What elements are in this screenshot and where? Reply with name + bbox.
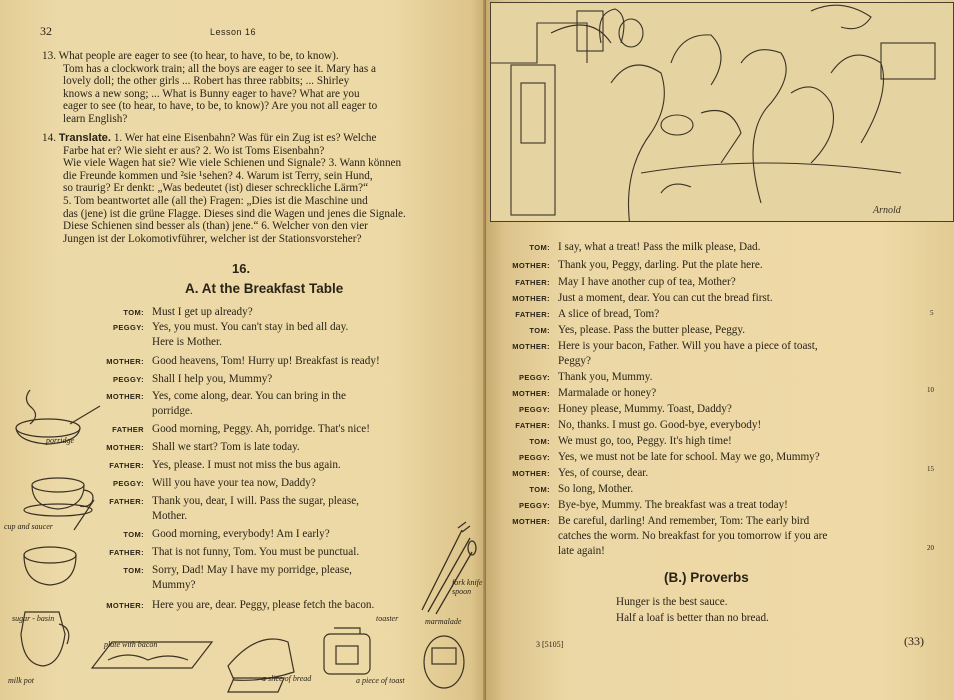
line-text: We must go, too, Peggy. It's high time! bbox=[558, 435, 732, 447]
dialogue-line bbox=[506, 291, 904, 306]
line-text: No, thanks. I must go. Good-bye, everybody! bbox=[558, 419, 762, 431]
dialogue-line bbox=[100, 598, 424, 613]
margin-line-number: 10 bbox=[927, 386, 934, 394]
exercise-13-line: eager to see (to hear, to have, to be, to know)? Are you not all eager to bbox=[63, 100, 378, 113]
line-text: Here is Mother. bbox=[152, 336, 222, 348]
speaker: TOM: bbox=[529, 243, 550, 252]
breakfast-illustration bbox=[490, 2, 954, 222]
exercise-14-line: so traurig? Er denkt: „Was bedeutet (ist) dieser schreckliche Lärm?“ bbox=[63, 182, 369, 195]
dialogue-line bbox=[506, 450, 904, 465]
dialogue-line bbox=[100, 422, 424, 437]
caption-marmalade: marmalade bbox=[425, 617, 462, 626]
dialogue-line bbox=[506, 466, 904, 481]
dialogue-line bbox=[100, 545, 424, 560]
line-text: That is not funny, Tom. You must be punctual. bbox=[152, 546, 360, 558]
caption-plate: plate with bacon bbox=[104, 640, 158, 649]
exercise-13-line: lovely doll; the other girls ... Robert has three rabbits; ... Shirley bbox=[63, 75, 350, 88]
caption-cup: cup and saucer bbox=[4, 522, 53, 531]
dialogue-line bbox=[506, 498, 904, 513]
speaker: MOTHER: bbox=[512, 389, 550, 398]
dialogue-line bbox=[100, 320, 424, 350]
speaker: MOTHER: bbox=[512, 261, 550, 270]
dialogue-line bbox=[506, 370, 904, 385]
speaker: FATHER: bbox=[109, 461, 144, 470]
proverb: Half a loaf is better than no bread. bbox=[616, 612, 769, 624]
exercise-13-line: Tom has a clockwork train; all the boys are eager to see it. Mary has a bbox=[63, 62, 376, 75]
speaker: MOTHER: bbox=[512, 517, 550, 526]
dialogue-line bbox=[100, 440, 424, 455]
line-text: Good heavens, Tom! Hurry up! Breakfast is ready! bbox=[152, 355, 380, 367]
dialogue-line bbox=[100, 354, 424, 369]
line-text: Thank you, dear, I will. Pass the sugar, please, bbox=[152, 495, 359, 507]
line-text: May I have another cup of tea, Mother? bbox=[558, 276, 736, 288]
dialogue-line bbox=[100, 372, 424, 387]
line-text: A slice of bread, Tom? bbox=[558, 308, 660, 320]
line-text: Be careful, darling! And remember, Tom: The early bird bbox=[558, 515, 810, 527]
speaker: MOTHER: bbox=[106, 392, 144, 401]
proverb: Hunger is the best sauce. bbox=[616, 596, 728, 608]
speaker: TOM: bbox=[529, 326, 550, 335]
speaker: MOTHER: bbox=[512, 294, 550, 303]
speaker: MOTHER: bbox=[106, 443, 144, 452]
speaker: MOTHER: bbox=[106, 357, 144, 366]
line-text: Yes, we must not be late for school. May we go, Mummy? bbox=[558, 451, 820, 463]
exercise-14-line: Jungen ist der Lokomotivführer, welcher ist der Stationsvorsteher? bbox=[63, 232, 362, 245]
dialogue-line bbox=[100, 527, 424, 542]
tableware-sketch bbox=[88, 618, 468, 700]
exercise-13-line: knows a new song; ... What is Bunny eager to have? What are you bbox=[63, 87, 360, 100]
cutlery-sketch bbox=[414, 520, 480, 616]
speaker: PEGGY: bbox=[112, 323, 144, 332]
exercise-14-line: 5. Tom beantwortet alle (all the) Fragen: „Dies ist die Maschine und bbox=[63, 194, 368, 207]
exercise-14-line: Diese Schienen sind besser als (than) jene.“ 6. Welcher von den vier bbox=[63, 220, 368, 233]
exercise-13-line: learn English? bbox=[63, 112, 128, 125]
right-page bbox=[486, 0, 954, 700]
exercise-14 bbox=[42, 132, 432, 245]
exercise-14-label: Translate. bbox=[58, 132, 112, 144]
caption-toast: a piece of toast bbox=[356, 676, 405, 685]
margin-line-number: 15 bbox=[927, 465, 934, 473]
dialogue-line bbox=[100, 494, 424, 524]
dialogue-line bbox=[506, 514, 904, 559]
exercise-14-line: Wie viele Wagen hat sie? Wie viele Schienen und Signale? 3. Wann können bbox=[63, 157, 402, 170]
line-text: Sorry, Dad! May I have my porridge, please, bbox=[152, 564, 352, 576]
dialogue-line bbox=[506, 482, 904, 497]
line-text: Here is your bacon, Father. Will you have a piece of toast, bbox=[558, 340, 818, 352]
dialogue-line bbox=[506, 402, 904, 417]
exercise-13 bbox=[42, 50, 432, 126]
dialogue-line bbox=[506, 275, 904, 290]
speaker: PEGGY: bbox=[112, 375, 144, 384]
caption-milk: milk pot bbox=[8, 676, 34, 685]
line-text: Thank you, Mummy. bbox=[558, 371, 653, 383]
speaker: PEGGY: bbox=[112, 479, 144, 488]
dialogue-line bbox=[506, 339, 904, 369]
speaker: FATHER: bbox=[515, 421, 550, 430]
line-text: Must I get up already? bbox=[152, 306, 253, 318]
line-text: late again! bbox=[558, 545, 605, 557]
caption-sugar: sugar - basin bbox=[12, 614, 55, 623]
line-text: I say, what a treat! Pass the milk please, Dad. bbox=[558, 241, 761, 253]
dialogue-line bbox=[100, 305, 424, 320]
line-text: Here you are, dear. Peggy, please fetch the bacon. bbox=[152, 599, 375, 611]
speaker: FATHER: bbox=[515, 310, 550, 319]
speaker: PEGGY: bbox=[518, 501, 550, 510]
dialogue-line bbox=[506, 386, 904, 401]
line-text: Mummy? bbox=[152, 579, 196, 591]
line-text: Yes, please. I must not miss the bus again. bbox=[152, 459, 341, 471]
line-text: catches the worm. No breakfast for you tomorrow if you are bbox=[558, 530, 828, 542]
dialogue-line bbox=[506, 240, 904, 255]
dialogue-line bbox=[506, 258, 904, 273]
proverbs-title: (B.) Proverbs bbox=[664, 570, 749, 585]
line-text: Good morning, Peggy. Ah, porridge. That's nice! bbox=[152, 423, 370, 435]
line-text: Good morning, everybody! Am I early? bbox=[152, 528, 330, 540]
line-text: Bye-bye, Mummy. The breakfast was a treat today! bbox=[558, 499, 788, 511]
speaker: TOM: bbox=[123, 530, 144, 539]
dialogue-line bbox=[100, 563, 424, 593]
line-text: So long, Mother. bbox=[558, 483, 634, 495]
dialogue-line bbox=[506, 307, 904, 322]
line-text: Yes, of course, dear. bbox=[558, 467, 649, 479]
speaker: FATHER: bbox=[109, 497, 144, 506]
caption-toaster: toaster bbox=[376, 614, 399, 623]
line-text: porridge. bbox=[152, 405, 193, 417]
speaker: FATHER: bbox=[109, 548, 144, 557]
speaker: TOM: bbox=[123, 566, 144, 575]
exercise-14-line: die Freunde kommen und ²sie ¹sehen? 4. Warum ist Terry, sein Hund, bbox=[63, 169, 373, 182]
section-title: A. At the Breakfast Table bbox=[185, 281, 344, 296]
speaker: FATHER bbox=[112, 425, 144, 434]
line-text: Yes, you must. You can't stay in bed all day. bbox=[152, 321, 349, 333]
line-text: Just a moment, dear. You can cut the bread first. bbox=[558, 292, 773, 304]
margin-line-number: 20 bbox=[927, 544, 934, 552]
dialogue-line bbox=[100, 476, 424, 491]
speaker: TOM: bbox=[529, 437, 550, 446]
running-head: Lesson 16 bbox=[210, 27, 257, 37]
line-text: Mother. bbox=[152, 510, 188, 522]
speaker: TOM: bbox=[529, 485, 550, 494]
caption-bread: a slice of bread bbox=[262, 674, 312, 683]
speaker: PEGGY: bbox=[518, 405, 550, 414]
line-text: Yes, come along, dear. You can bring in the bbox=[152, 390, 346, 402]
exercise-14-line: Farbe hat er? Wie sieht er aus? 2. Wo ist Toms Eisenbahn? bbox=[63, 144, 325, 157]
speaker: TOM: bbox=[123, 308, 144, 317]
line-text: Yes, please. Pass the butter please, Peggy. bbox=[558, 324, 746, 336]
speaker: PEGGY: bbox=[518, 453, 550, 462]
dialogue-line bbox=[506, 323, 904, 338]
left-page-number: 32 bbox=[40, 24, 52, 38]
speaker: FATHER: bbox=[515, 278, 550, 287]
signature-mark: 3 [5105] bbox=[536, 640, 564, 649]
dialogue-line bbox=[506, 418, 904, 433]
dialogue-line bbox=[506, 434, 904, 449]
caption-cutlery: fork knife spoon bbox=[452, 578, 483, 596]
line-text: Shall we start? Tom is late today. bbox=[152, 441, 300, 453]
margin-line-number: 5 bbox=[930, 309, 934, 317]
line-text: Peggy? bbox=[558, 355, 591, 367]
exercise-13-title: What people are eager to see (to hear, to have, to be, to know). bbox=[58, 50, 339, 62]
speaker: MOTHER: bbox=[512, 342, 550, 351]
line-text: Thank you, Peggy, darling. Put the plate here. bbox=[558, 259, 763, 271]
exercise-13-number: 13. bbox=[42, 50, 56, 62]
exercise-14-number: 14. bbox=[42, 132, 56, 144]
exercise-14-line: das (jene) ist die grüne Flagge. Dieses sind die Wagen und jenes die Signale. bbox=[63, 207, 406, 220]
speaker: MOTHER: bbox=[512, 469, 550, 478]
line-text: Shall I help you, Mummy? bbox=[152, 373, 273, 385]
dialogue-line bbox=[100, 458, 424, 473]
section-number: 16. bbox=[232, 261, 251, 276]
right-page-number: (33) bbox=[904, 634, 924, 648]
dialogue-line bbox=[100, 389, 424, 419]
speaker: PEGGY: bbox=[518, 373, 550, 382]
speaker: MOTHER: bbox=[106, 601, 144, 610]
illustration-signature: Arnold bbox=[873, 205, 901, 216]
caption-porridge: porridge bbox=[46, 436, 74, 445]
line-text: Marmalade or honey? bbox=[558, 387, 657, 399]
exercise-14-line: 1. Wer hat eine Eisenbahn? Was für ein Zug ist es? Welche bbox=[113, 132, 377, 144]
line-text: Will you have your tea now, Daddy? bbox=[152, 477, 316, 489]
line-text: Honey please, Mummy. Toast, Daddy? bbox=[558, 403, 732, 415]
